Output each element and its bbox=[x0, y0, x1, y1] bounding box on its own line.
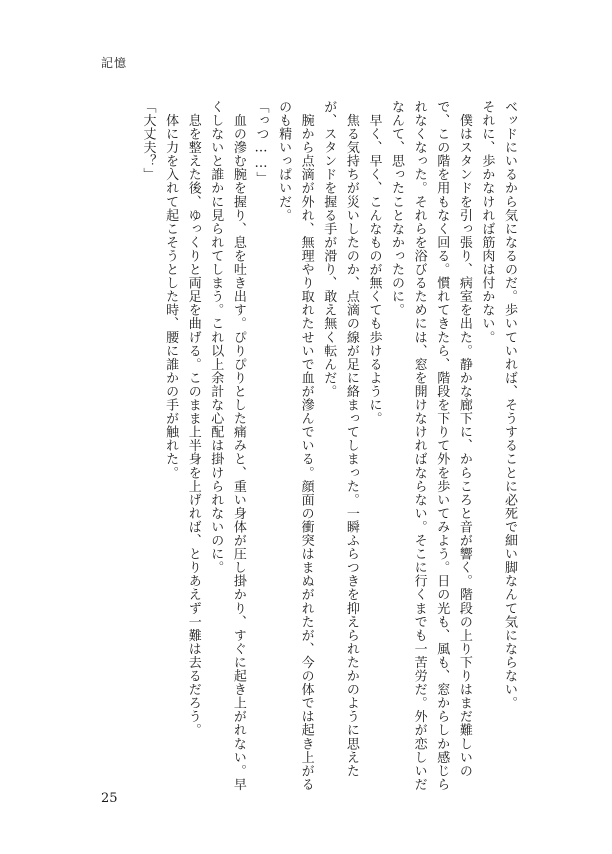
text-line: 体に力を入れて起こそうとした時、腰に誰かの手が触れた。 bbox=[163, 100, 179, 480]
text-line: のも精いっぱいだ。 bbox=[276, 100, 292, 222]
text-line: れなくなった。それらを浴びるためには、窓を開けなければならない。そこに行くまでも一苦労だ。外が恋しいだ bbox=[411, 100, 427, 792]
text-line: が、スタンドを握る手が滑り、敢え無く転んだ。 bbox=[321, 100, 337, 399]
text-line: 腕から点滴が外れ、無理やり取れたせいで血が滲んでいる。顔面の衝突はまぬがれたが、今の体では起き上がる bbox=[298, 100, 314, 792]
vertical-body-text bbox=[136, 100, 520, 792]
text-line: 息を整えた後、ゆっくりと両足を曲げる。このまま上半身を上げれば、とりあえず一難は去るだろう。 bbox=[185, 100, 201, 737]
page-number: 25 bbox=[101, 791, 118, 806]
text-line: なんて、思ったことなかったのに。 bbox=[389, 100, 405, 317]
text-line: 「大丈夫？」 bbox=[140, 100, 156, 182]
text-line: それに、歩かなければ筋肉は付かない。 bbox=[479, 100, 495, 344]
text-line: 早く、早く、こんなものが無くても歩けるように。 bbox=[366, 100, 382, 426]
text-line: 僕はスタンドを引っ張り、病室を出た。静かな廊下に、からころと音が響く。階段の上り下りはまだ難しいの bbox=[456, 100, 472, 778]
text-line: くしないと誰かに見られてしまう。これ以上余計な心配は掛けられないのに。 bbox=[208, 100, 224, 575]
text-line: 血の滲む腕を握り、息を吐き出す。ぴりぴりとした痛みと、重い身体が圧し掛かり、すぐに起き上がれない。早 bbox=[230, 100, 246, 792]
text-line: ベッドにいるから気になるのだ。歩いていれば、そうすることに必死で細い脚なんて気にならない。 bbox=[502, 100, 517, 710]
text-line: 焦る気持ちが災いしたのか、点滴の線が足に絡まってしまった。一瞬ふらつきを抑えられたかのように思えた bbox=[343, 100, 359, 778]
running-head: 記憶 bbox=[101, 56, 128, 70]
text-line: で、この階を用もなく回る。慣れてきたら、階段を下りて外を歩いてみよう。日の光も、風も、窓からしか感じら bbox=[434, 100, 450, 792]
text-line: 「っつ……」 bbox=[253, 100, 269, 186]
